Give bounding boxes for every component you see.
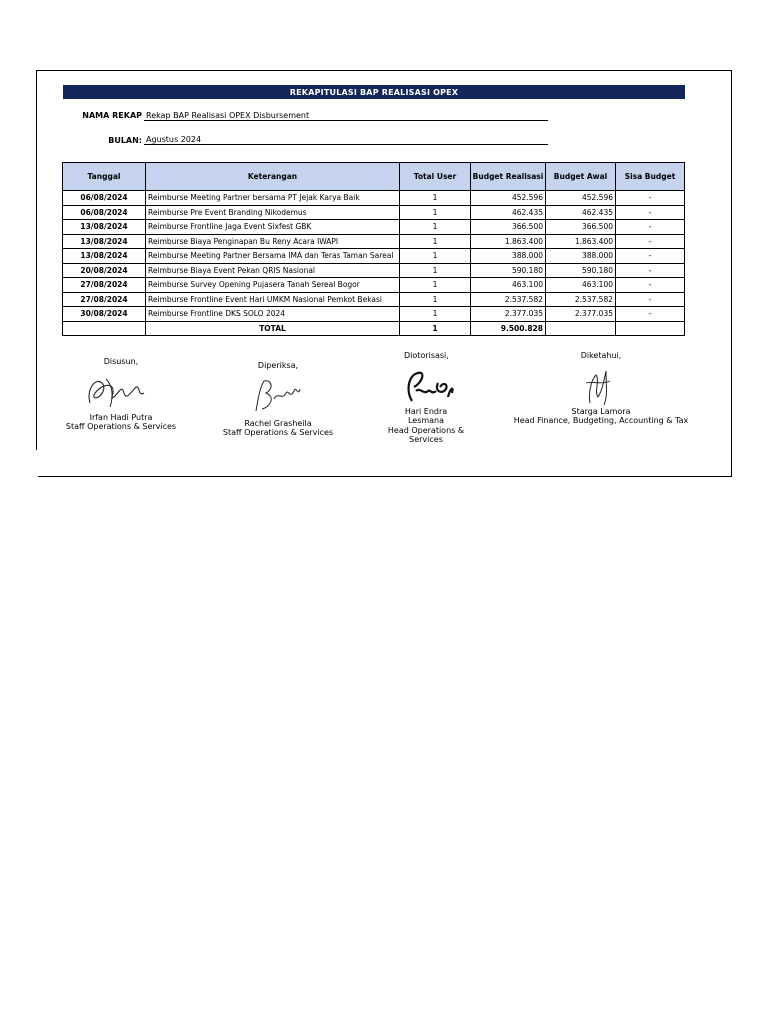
signer-name: Irfan Hadi Putra xyxy=(89,412,153,422)
signature-role: Diotorisasi, xyxy=(404,351,449,360)
total-user: 1 xyxy=(400,321,471,336)
row-budget-realisasi: 452.596 xyxy=(471,191,546,206)
row-budget-awal: 1.863.400 xyxy=(546,234,616,249)
row-total-user: 1 xyxy=(400,278,471,293)
signer-name: Starga Lamora xyxy=(571,406,631,416)
row-total-user: 1 xyxy=(400,249,471,264)
signature-block-diketahui xyxy=(510,351,692,426)
signature-block-diotorisasi xyxy=(382,351,470,445)
nama-rekap-value: Rekap BAP Realisasi OPEX Disbursement xyxy=(144,110,548,121)
row-description: Reimburse Survey Opening Pujasera Tanah Sereal Bogor xyxy=(146,278,400,293)
row-date: 06/08/2024 xyxy=(63,205,146,220)
total-label: TOTAL xyxy=(146,321,400,336)
bulan-label: BULAN: xyxy=(108,136,142,145)
rekap-table xyxy=(62,162,685,336)
table-row xyxy=(63,307,685,322)
signature-block-disusun xyxy=(62,357,180,432)
header-keterangan: Keterangan xyxy=(146,163,400,191)
row-total-user: 1 xyxy=(400,220,471,235)
row-date: 06/08/2024 xyxy=(63,191,146,206)
table-row xyxy=(63,292,685,307)
row-date: 13/08/2024 xyxy=(63,249,146,264)
total-budget-awal-empty xyxy=(546,321,616,336)
row-date: 13/08/2024 xyxy=(63,220,146,235)
row-budget-awal: 590.180 xyxy=(546,263,616,278)
row-total-user: 1 xyxy=(400,292,471,307)
row-budget-awal: 2.377.035 xyxy=(546,307,616,322)
row-total-user: 1 xyxy=(400,234,471,249)
signature-block-diperiksa xyxy=(218,361,338,438)
row-total-user: 1 xyxy=(400,191,471,206)
signature-image xyxy=(382,361,470,407)
table-row xyxy=(63,220,685,235)
total-sisa-budget-empty xyxy=(616,321,685,336)
row-description: Reimburse Meeting Partner Bersama IMA dan Teras Taman Sareal xyxy=(146,249,400,264)
row-budget-awal: 366.500 xyxy=(546,220,616,235)
signature-role: Diperiksa, xyxy=(257,361,299,370)
row-sisa-budget: - xyxy=(616,292,685,307)
row-sisa-budget: - xyxy=(616,307,685,322)
row-total-user: 1 xyxy=(400,307,471,322)
row-sisa-budget: - xyxy=(616,249,685,264)
row-sisa-budget: - xyxy=(616,191,685,206)
row-budget-realisasi: 2.377.035 xyxy=(471,307,546,322)
bulan-value: Agustus 2024 xyxy=(144,134,548,145)
table-row xyxy=(63,205,685,220)
signature-image xyxy=(510,361,692,407)
row-date: 20/08/2024 xyxy=(63,263,146,278)
signer-title: Staff Operations & Services xyxy=(65,422,177,431)
document-title: REKAPITULASI BAP REALISASI OPEX xyxy=(63,85,685,99)
row-description: Reimburse Frontline DKS SOLO 2024 xyxy=(146,307,400,322)
row-total-user: 1 xyxy=(400,263,471,278)
signer-name: Rachel Grasheila xyxy=(244,418,312,428)
row-budget-realisasi: 2.537.582 xyxy=(471,292,546,307)
row-description: Reimburse Frontline Jaga Event Sixfest GBK xyxy=(146,220,400,235)
nama-rekap-label: NAMA REKAP xyxy=(82,111,142,120)
frame-gap xyxy=(36,450,38,480)
row-date: 27/08/2024 xyxy=(63,292,146,307)
signature-image xyxy=(218,371,338,419)
signature-role: Diketahui, xyxy=(580,351,622,360)
header-total-user: Total User xyxy=(400,163,471,191)
row-sisa-budget: - xyxy=(616,263,685,278)
row-budget-awal: 452.596 xyxy=(546,191,616,206)
signer-title-line2: Services xyxy=(409,435,443,444)
row-sisa-budget: - xyxy=(616,220,685,235)
row-total-user: 1 xyxy=(400,205,471,220)
signer-title: Staff Operations & Services xyxy=(222,428,334,437)
row-description: Reimburse Biaya Event Pekan QRIS Nasional xyxy=(146,263,400,278)
header-tanggal: Tanggal xyxy=(63,163,146,191)
row-sisa-budget: - xyxy=(616,234,685,249)
header-budget-awal: Budget Awal xyxy=(546,163,616,191)
table-row xyxy=(63,278,685,293)
table-header-row xyxy=(63,163,685,191)
table-row xyxy=(63,191,685,206)
signer-title-line1: Head Operations & xyxy=(387,425,465,435)
signer-name-line1: Hari Endra xyxy=(404,406,448,416)
total-row xyxy=(63,321,685,336)
row-budget-realisasi: 388.000 xyxy=(471,249,546,264)
row-budget-awal: 2.537.582 xyxy=(546,292,616,307)
row-budget-awal: 463.100 xyxy=(546,278,616,293)
row-budget-awal: 462.435 xyxy=(546,205,616,220)
signer-title: Head Finance, Budgeting, Accounting & Tax xyxy=(513,416,689,425)
row-description: Reimburse Meeting Partner bersama PT Jejak Karya Baik xyxy=(146,191,400,206)
row-description: Reimburse Pre Event Branding Nikodemus xyxy=(146,205,400,220)
row-budget-realisasi: 366.500 xyxy=(471,220,546,235)
total-budget-realisasi: 9.500.828 xyxy=(471,321,546,336)
signature-image xyxy=(62,367,180,413)
header-sisa-budget: Sisa Budget xyxy=(616,163,685,191)
row-sisa-budget: - xyxy=(616,278,685,293)
row-sisa-budget: - xyxy=(616,205,685,220)
row-budget-awal: 388.000 xyxy=(546,249,616,264)
row-budget-realisasi: 463.100 xyxy=(471,278,546,293)
row-budget-realisasi: 462.435 xyxy=(471,205,546,220)
signature-role: Disusun, xyxy=(103,357,139,366)
signer-name-line2: Lesmana xyxy=(407,416,445,425)
header-budget-realisasi: Budget Realisasi xyxy=(471,163,546,191)
table-row xyxy=(63,234,685,249)
total-empty-cell xyxy=(63,321,146,336)
row-description: Reimburse Biaya Penginapan Bu Reny Acara IWAPI xyxy=(146,234,400,249)
row-date: 13/08/2024 xyxy=(63,234,146,249)
row-date: 30/08/2024 xyxy=(63,307,146,322)
row-date: 27/08/2024 xyxy=(63,278,146,293)
row-budget-realisasi: 590.180 xyxy=(471,263,546,278)
row-description: Reimburse Frontline Event Hari UMKM Nasional Pemkot Bekasi xyxy=(146,292,400,307)
table-row xyxy=(63,263,685,278)
row-budget-realisasi: 1.863.400 xyxy=(471,234,546,249)
table-row xyxy=(63,249,685,264)
